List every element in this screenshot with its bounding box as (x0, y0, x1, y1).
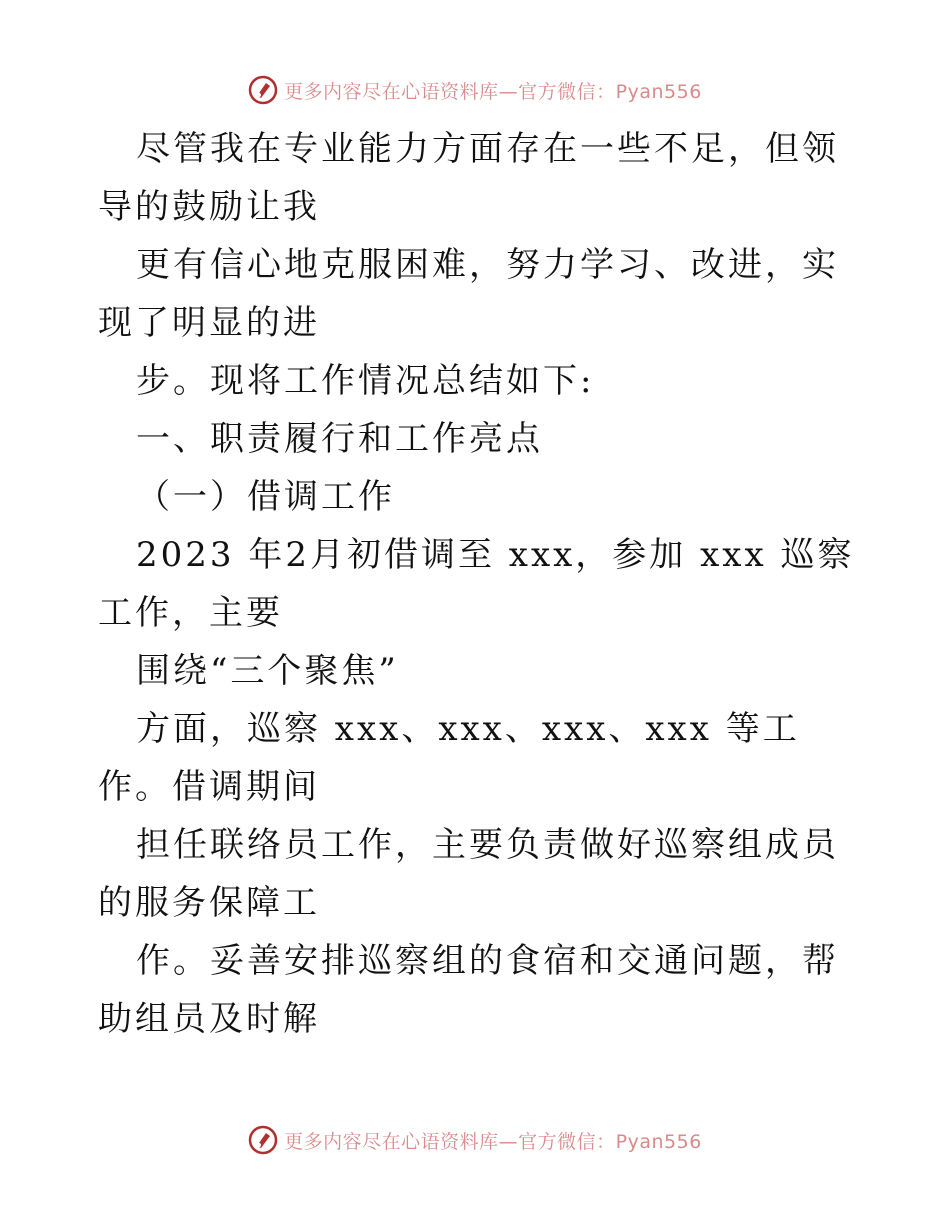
paragraph: 方面，巡察 xxx、xxx、xxx、xxx 等工作。借调期间 (98, 709, 800, 807)
pen-nib-logo-icon (248, 75, 278, 105)
document-body (98, 120, 858, 1048)
pen-nib-logo-icon (248, 1125, 278, 1155)
footer-watermark (0, 1122, 950, 1158)
watermark-text: 更多内容尽在心语资料库—官方微信：Pyan556 (284, 80, 702, 103)
subsection-heading: （一）借调工作 (136, 477, 395, 517)
header-watermark (0, 72, 950, 108)
paragraph: 2023 年2月初借调至 xxx，参加 xxx 巡察工作，主要 (98, 535, 855, 633)
section-heading: 一、职责履行和工作亮点 (136, 419, 543, 459)
paragraph: 作。妥善安排巡察组的食宿和交通问题，帮助组员及时解 (98, 941, 839, 1039)
paragraph: 步。现将工作情况总结如下: (136, 361, 595, 401)
watermark-text: 更多内容尽在心语资料库—官方微信：Pyan556 (284, 1130, 702, 1153)
paragraph: 担任联络员工作，主要负责做好巡察组成员的服务保障工 (98, 825, 839, 923)
paragraph: 围绕“三个聚焦” (136, 651, 399, 691)
paragraph: 更有信心地克服困难，努力学习、改进，实现了明显的进 (98, 245, 839, 343)
paragraph: 尽管我在专业能力方面存在一些不足，但领导的鼓励让我 (98, 129, 839, 227)
